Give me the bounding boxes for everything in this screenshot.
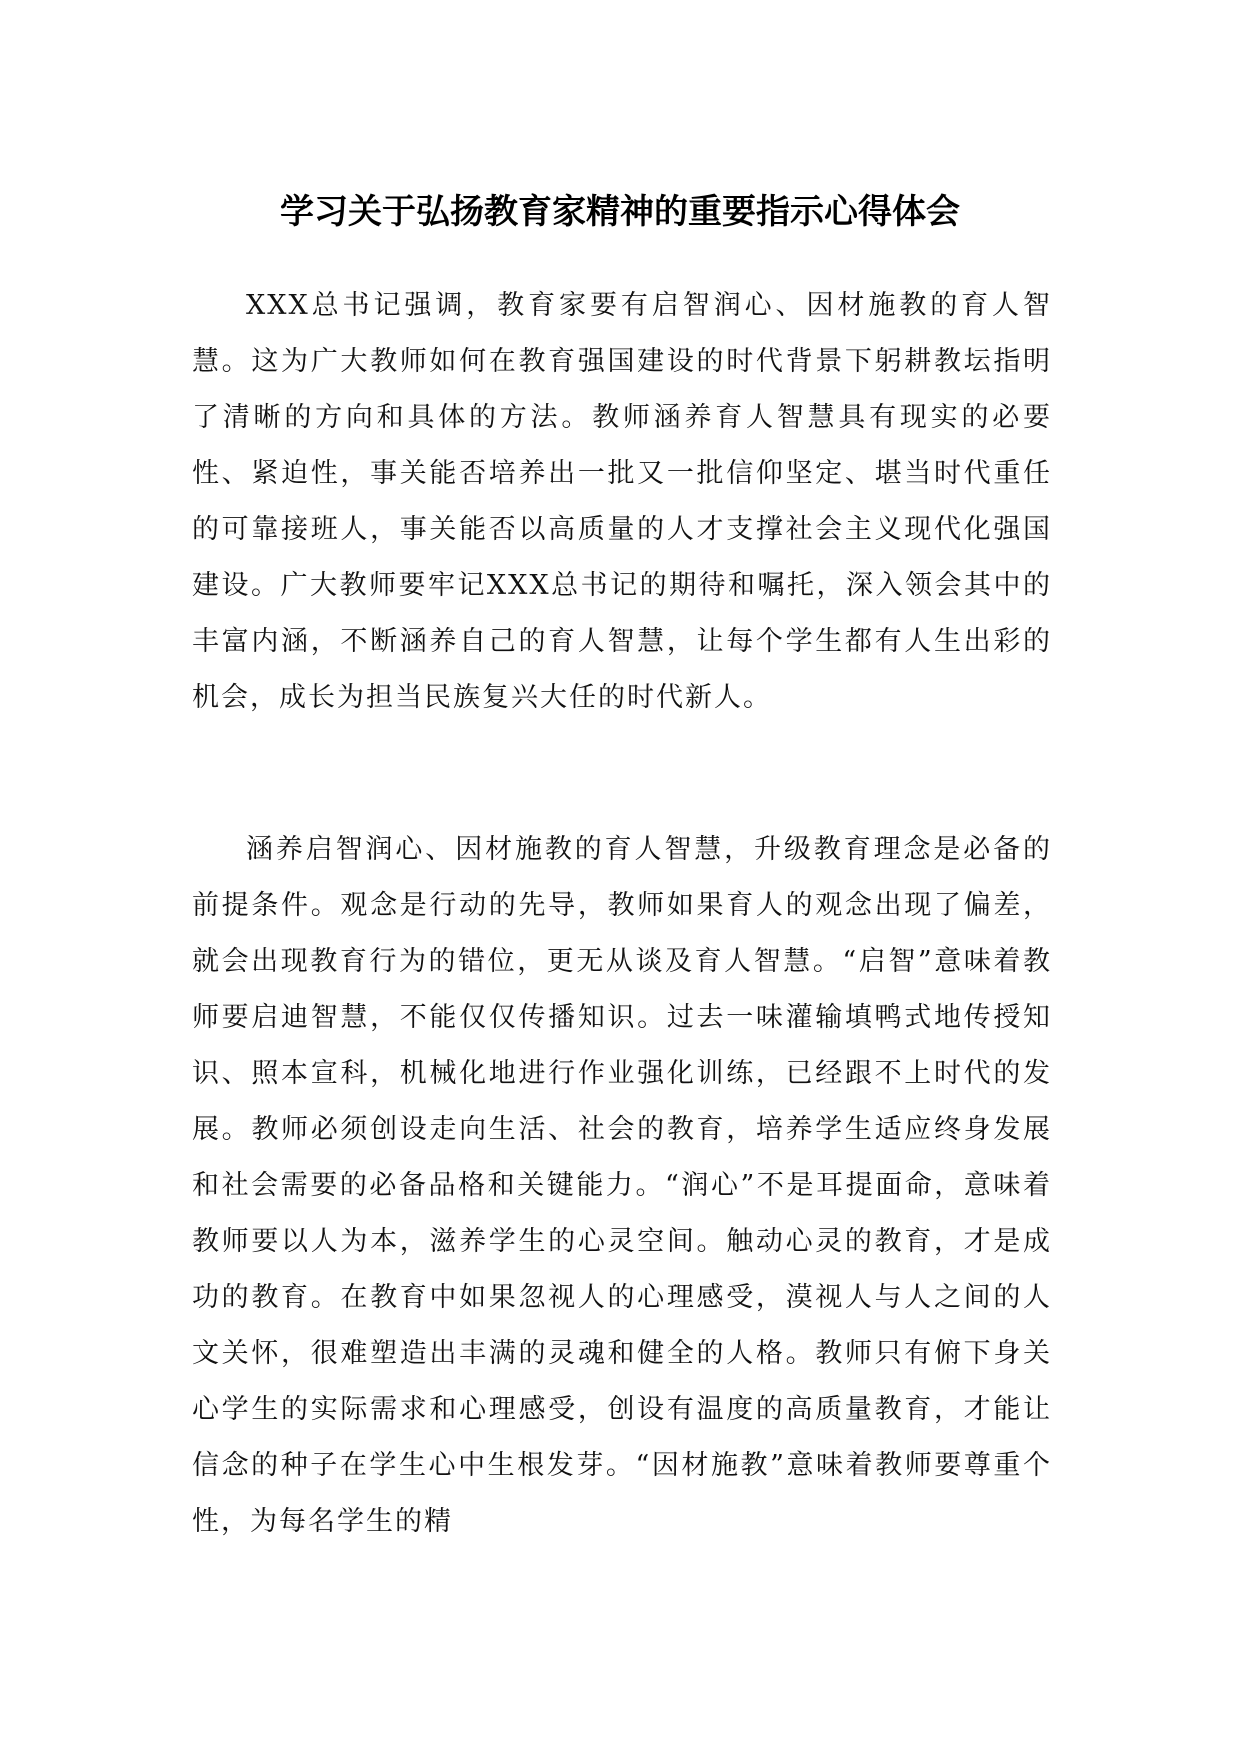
paragraph-2: 涵养启智润心、因材施教的育人智慧，升级教育理念是必备的前提条件。观念是行动的先导，教师如果育人的观念出现了偏差，就会出现教育行为的错位，更无从谈及育人智慧。“启智”意味着教师要启迪智慧，不能仅仅传播知识。过去一味灌输填鸭式地传授知识、照本宣科，机械化地进行作业强化训练，已经跟不上时代的发展。教师必须创设走向生活、社会的教育，培养学生适应终身发展和社会需要的必备品格和关键能力。“润心”不是耳提面命，意味着教师要以人为本，滋养学生的心灵空间。触动心灵的教育，才是成功的教育。在教育中如果忽视人的心理感受，漠视人与人之间的人文关怀，很难塑造出丰满的灵魂和健全的人格。教师只有俯下身关心学生的实际需求和心理感受，创设有温度的高质量教育，才能让信念的种子在学生心中生根发芽。“因材施教”意味着教师要尊重个性，为每名学生的精 <box>192 834 1052 1537</box>
paragraph-1: XXX总书记强调，教育家要有启智润心、因材施教的育人智慧。这为广大教师如何在教育强国建设的时代背景下躬耕教坛指明了清晰的方向和具体的方法。教师涵养育人智慧具有现实的必要性、紧迫性，事关能否培养出一批又一批信仰坚定、堪当时代重任的可靠接班人，事关能否以高质量的人才支撑社会主义现代化强国建设。广大教师要牢记XXX总书记的期待和嘱托，深入领会其中的丰富内涵，不断涵养自己的育人智慧，让每个学生都有人生出彩的机会，成长为担当民族复兴大任的时代新人。 <box>192 290 1052 713</box>
document-title: 学习关于弘扬教育家精神的重要指示心得体会 <box>280 192 960 232</box>
